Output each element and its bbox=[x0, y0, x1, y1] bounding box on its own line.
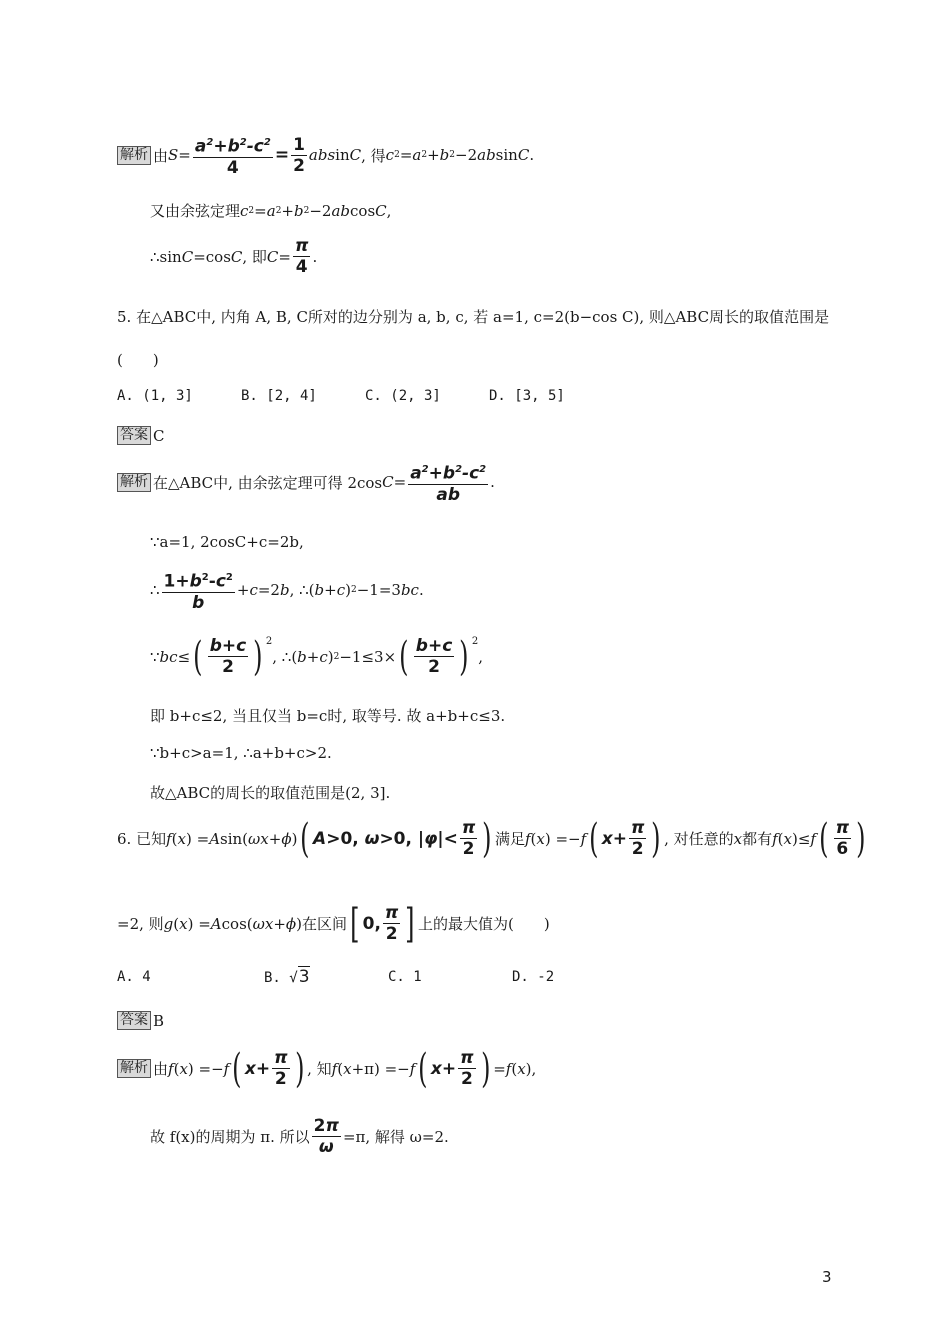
option-c[interactable]: C. (2, 3] bbox=[365, 388, 441, 404]
answer-tag: 答案 bbox=[117, 1011, 151, 1030]
solution-5-line-4: ∵ bc ≤ ( $\frac{b+c}{2}$ ) $^2$ , ∴( b + c ) 2 −1≤3× ( $\frac{b+c}{2}$ ) $^2$ , bbox=[150, 633, 484, 680]
analysis-tag: 解析 bbox=[117, 1059, 151, 1078]
option-a[interactable]: A. 4 bbox=[117, 969, 151, 985]
question-5-options bbox=[117, 388, 613, 404]
solution-line-1: 解析 由 S = $\frac{a^2+b^2-c^2}{4}$ = $\frac{1}{2}$ abs in C , 得 c 2 = a 2 + b 2 −2 ab sin C . bbox=[117, 133, 534, 178]
text: 由 bbox=[153, 146, 169, 165]
answer-6 bbox=[117, 1011, 164, 1030]
solution-6-line-2: 故 f(x)的周期为 π. 所以 $\frac{2\pi}{\omega}$ =π, 解得 ω=2. bbox=[150, 1116, 449, 1157]
answer-5 bbox=[117, 426, 164, 445]
analysis-tag: 解析 bbox=[117, 473, 151, 492]
solution-5-line-3: ∴ $\frac{1+b^2-c^2}{b}$ + c =2 b , ∴( b + c ) 2 −1=3 bc . bbox=[150, 568, 424, 613]
solution-5-line-5: 即 b+c≤2, 当且仅当 b=c时, 取等号. 故 a+b+c≤3. bbox=[150, 707, 506, 725]
question-5-paren: ( ) bbox=[117, 351, 159, 369]
question-6-options bbox=[117, 967, 636, 987]
option-d[interactable]: D. [3, 5] bbox=[489, 388, 565, 404]
solution-5-line-7: 故△ABC的周长的取值范围是(2, 3]. bbox=[150, 784, 391, 802]
solution-5-line-1: 解析 在△ABC中, 由余弦定理可得 2cos C = $\frac{a^2+b^2-c^2}{ab}$ . bbox=[117, 460, 495, 505]
solution-line-3: ∴sin C =cos C , 即 C = $\frac{\pi}{4}$ . bbox=[150, 236, 318, 277]
solution-line-2: 又由余弦定理 c 2 = a 2 + b 2 −2 ab cos C , bbox=[150, 201, 392, 220]
option-c[interactable]: C. 1 bbox=[388, 969, 422, 985]
option-a[interactable]: A. (1, 3] bbox=[117, 388, 193, 404]
answer-value: C bbox=[153, 426, 165, 445]
answer-tag: 答案 bbox=[117, 426, 151, 445]
page-number: 3 bbox=[822, 1268, 832, 1286]
solution-6-line-1: 解析 由 f ( x ) =− f ( x + $\frac{\pi}{2}$ ) , 知 f ( x +π) =− f ( x + $\frac{\pi}{2}$ ) = f ( x ), bbox=[117, 1048, 536, 1089]
question-6-line-2: =2, 则 g ( x ) = A cos( ωx + ϕ )在区间 [ 0, $\frac{\pi}{2}$ ] 上的最大值为( ) bbox=[117, 900, 550, 947]
question-6-line-1: 6. 已知 f ( x ) = A sin( ωx + ϕ ) ( A>0, ω>0, |φ|< $\frac{\pi}{2}$ ) 满足 f ( x ) =− f ( x + $\frac{\pi}{2}$ ) , 对任意的 x 都有 f ( x )≤ f ( $\frac{\pi}{6}$ ) bbox=[117, 815, 866, 862]
option-d[interactable]: D. -2 bbox=[512, 969, 555, 985]
fraction: $\frac{a^2+b^2-c^2}{4}$ bbox=[193, 133, 273, 178]
analysis-tag: 解析 bbox=[117, 146, 151, 165]
solution-5-line-6: ∵b+c>a=1, ∴a+b+c>2. bbox=[150, 744, 332, 762]
question-5: 5. 在△ABC中, 内角 A, B, C所对的边分别为 a, b, c, 若 a=1, c=2(b−cos C), 则△ABC周长的取值范围是 bbox=[117, 308, 830, 326]
answer-value: B bbox=[153, 1011, 165, 1030]
option-b[interactable]: B. √3 bbox=[264, 967, 310, 987]
solution-5-line-2: ∵a=1, 2cosC+c=2b, bbox=[150, 533, 304, 551]
fraction-half: $\frac{1}{2}$ bbox=[293, 134, 305, 176]
option-b[interactable]: B. [2, 4] bbox=[241, 388, 317, 404]
